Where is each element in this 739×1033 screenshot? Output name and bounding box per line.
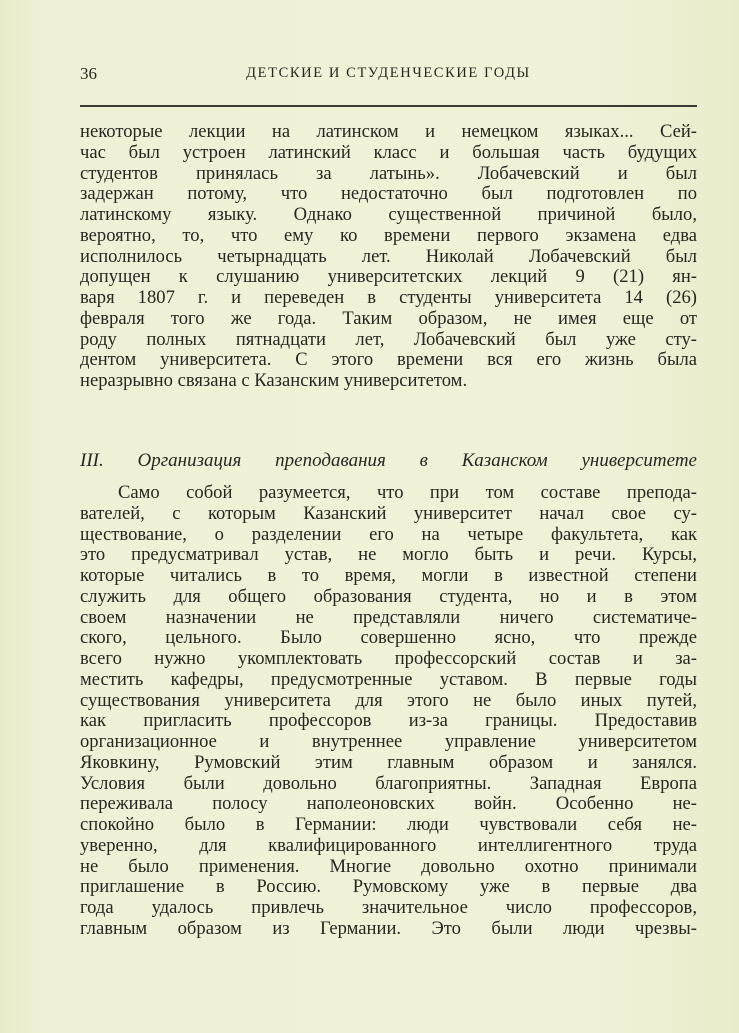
text-line: задержан потому, что недостаточно был подготовлен по: [80, 183, 697, 205]
text-line: Само собой разумеется, что при том составе препода-: [118, 482, 697, 503]
paragraph-2: [80, 483, 697, 940]
page-number: 36: [80, 64, 97, 83]
text-line: вероятно, то, что ему ко времени первого экзамена едва: [80, 224, 697, 246]
header-rule: [80, 105, 697, 107]
text-line: которые читались в то время, могли в известной степени: [80, 565, 697, 586]
section-heading: III. Организация преподавания в Казанском университете: [80, 450, 697, 471]
text-line: неразрывно связана с Казанским университетом.: [80, 370, 468, 391]
text-line: как пригласить профессоров из-за границы. Предоставив: [80, 710, 697, 732]
text-line: главным образом из Германии. Это были люди чрезвы-: [80, 917, 697, 939]
page-header: [80, 64, 697, 88]
text-line: февраля того же года. Таким образом, не имея еще от: [80, 307, 697, 329]
text-line: час был устроен латинский класс и большая часть будущих: [80, 141, 697, 163]
text-line: организационное и внутреннее управление университетом: [80, 731, 697, 752]
paragraph-1: [80, 122, 697, 392]
text-line: не было применения. Многие довольно охотно принимали: [80, 855, 697, 877]
text-line: своем назначении не представляли ничего систематиче-: [80, 606, 697, 628]
text-line: спокойно было в Германии: люди чувствовали себя не-: [80, 814, 697, 835]
text-line: ществование, о разделении его на четыре факультета, как: [80, 523, 697, 545]
text-line: допущен к слушанию университетских лекций 9 (21) ян-: [80, 266, 697, 288]
text-line: приглашение в Россию. Румовскому уже в первые два: [80, 876, 697, 898]
text-line: существования университета для этого не было иных путей,: [80, 689, 697, 711]
text-line: года удалось привлечь значительное число профессоров,: [80, 897, 697, 918]
text-line: некоторые лекции на латинском и немецком языках... Сей-: [80, 121, 697, 142]
text-line: всего нужно укомплектовать профессорский состав и за-: [80, 648, 697, 669]
text-line: местить кафедры, предусмотренные уставом. В первые годы: [80, 668, 697, 690]
text-line: латинскому языку. Однако существенной причиной было,: [80, 204, 697, 225]
text-line: роду полных пятнадцати лет, Лобачевский был уже сту-: [80, 328, 697, 350]
text-line: ского, цельного. Было совершенно ясно, что прежде: [80, 627, 697, 649]
text-line: уверенно, для квалифицированного интеллигентного труда: [80, 834, 697, 856]
running-title: ДЕТСКИЕ И СТУДЕНЧЕСКИЕ ГОДЫ: [246, 65, 531, 81]
text-line: дентом университета. С этого времени вся его жизнь была: [80, 349, 697, 371]
text-line: переживала полосу наполеоновских войн. Особенно не-: [80, 793, 697, 815]
text-line: вателей, с которым Казанский университет начал свое су-: [80, 502, 697, 524]
text-line: это предусматривал устав, не могло быть и речи. Курсы,: [80, 544, 697, 566]
text-line: служить для общего образования студента, но и в этом: [80, 585, 697, 607]
text-line: исполнилось четырнадцать лет. Николай Лобачевский был: [80, 245, 697, 267]
text-line: Яковкину, Румовский этим главным образом и занялся.: [80, 751, 697, 773]
text-line: варя 1807 г. и переведен в студенты университета 14 (26): [80, 287, 697, 308]
text-line: Условия были довольно благоприятны. Западная Европа: [80, 772, 697, 794]
text-line: студентов принялась за латынь». Лобачевский и был: [80, 162, 697, 184]
